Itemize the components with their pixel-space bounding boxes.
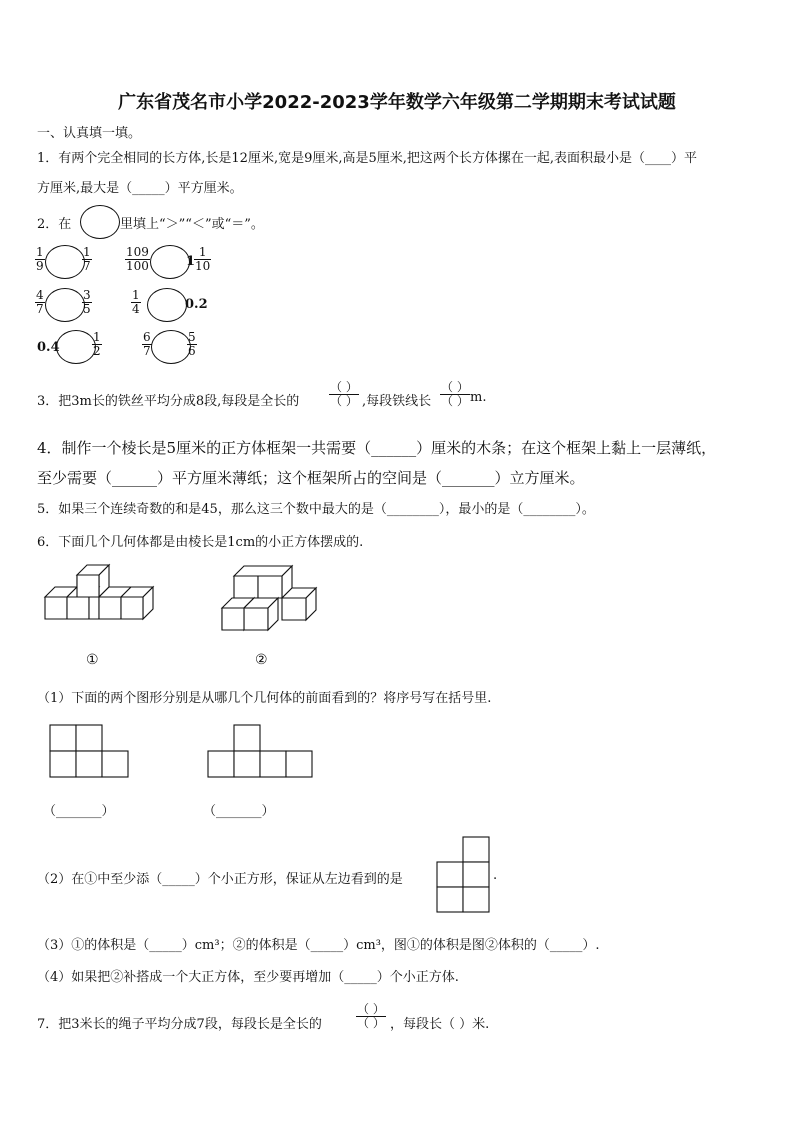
fraction: $\frac{1}{7}$ <box>83 245 91 273</box>
question-7-part-b: ，每段长（ ）米. <box>390 1017 490 1032</box>
cube-solid-2 <box>210 560 340 650</box>
solid-label-1: ① <box>86 652 99 668</box>
question-6-sub3: （3）①的体积是（_____）cm³；②的体积是（_____）cm³，图①的体积是图②体积的（_____）. <box>37 938 600 953</box>
question-4-line1: 4．制作一个棱长是5厘米的正方体框架一共需要（______）厘米的木条；在这个框架上黏上一层薄纸， <box>37 439 717 457</box>
fraction-blank[interactable]: （ ） （ ） <box>330 380 358 408</box>
question-4-line2: 至少需要（______）平方厘米薄纸；这个框架所占的空间是（_______）立方厘米。 <box>37 469 585 487</box>
fraction: $\frac{1}{10}$ <box>195 245 211 273</box>
question-2-prefix: 2．在 <box>37 217 72 232</box>
mixed-number-whole: 1 <box>186 254 196 269</box>
decimal-value: 0.2 <box>185 297 208 312</box>
question-6-sub1: （1）下面的两个图形分别是从哪几个几何体的前面看到的？将序号写在括号里. <box>37 691 492 706</box>
question-6-sub2-end: . <box>493 868 498 883</box>
question-6-intro: 6．下面几个几何体都是由棱长是1cm的小正方体摆成的. <box>37 535 364 550</box>
compare-circle[interactable] <box>150 245 190 279</box>
cube-solid-1 <box>35 560 195 650</box>
question-3-part-c: m. <box>470 390 487 405</box>
fraction: $\frac{109}{100}$ <box>126 245 149 273</box>
compare-circle[interactable] <box>45 245 85 279</box>
decimal-value: 0.4 <box>37 340 60 355</box>
question-6-sub2: （2）在①中至少添（_____）个小正方形，保证从左边看到的是 <box>37 872 403 887</box>
question-2-suffix: 里填上“＞”“＜”或“＝”。 <box>120 217 264 232</box>
fraction: $\frac{5}{6}$ <box>188 330 196 358</box>
fraction: $\frac{1}{9}$ <box>36 245 44 273</box>
left-view-figure <box>437 837 491 917</box>
question-6-sub4: （4）如果把②补搭成一个大正方体，至少要再增加（_____）个小正方体. <box>37 970 459 985</box>
compare-circle[interactable] <box>45 288 85 322</box>
compare-circle-example <box>80 205 120 239</box>
front-view-figure-2 <box>208 725 318 781</box>
question-1-line2: 方厘米,最大是（_____）平方厘米。 <box>37 181 243 196</box>
question-5: 5．如果三个连续奇数的和是45，那么这三个数中最大的是（________），最小的是（________）。 <box>37 502 595 517</box>
compare-circle[interactable] <box>151 330 191 364</box>
fraction-blank[interactable]: （ ） （ ） <box>441 380 469 408</box>
fraction-blank[interactable]: （ ） （ ） <box>357 1002 385 1030</box>
solid-label-2: ② <box>255 652 268 668</box>
fraction: $\frac{1}{2}$ <box>93 330 101 358</box>
compare-circle[interactable] <box>56 330 96 364</box>
fraction: $\frac{3}{5}$ <box>83 288 91 316</box>
fraction: $\frac{1}{4}$ <box>132 288 140 316</box>
question-1-line1: 1．有两个完全相同的长方体,长是12厘米,宽是9厘米,高是5厘米,把这两个长方体摞在一起,表面积最小是（____）平 <box>37 151 698 166</box>
fraction: $\frac{4}{7}$ <box>36 288 44 316</box>
fraction: $\frac{6}{7}$ <box>143 330 151 358</box>
page-title: 广东省茂名市小学2022-2023学年数学六年级第二学期期末考试试题 <box>118 92 676 113</box>
question-7-part-a: 7．把3米长的绳子平均分成7段，每段长是全长的 <box>37 1017 322 1032</box>
question-3-part-b: ,每段铁线长 <box>362 394 432 409</box>
question-3-part-a: 3．把3m长的铁丝平均分成8段,每段是全长的 <box>37 394 300 409</box>
answer-blank-1[interactable]: （_______） <box>43 804 115 819</box>
front-view-figure-1 <box>50 725 130 781</box>
answer-blank-2[interactable]: （_______） <box>203 804 275 819</box>
section-heading: 一、认真填一填。 <box>37 126 142 141</box>
compare-circle[interactable] <box>147 288 187 322</box>
